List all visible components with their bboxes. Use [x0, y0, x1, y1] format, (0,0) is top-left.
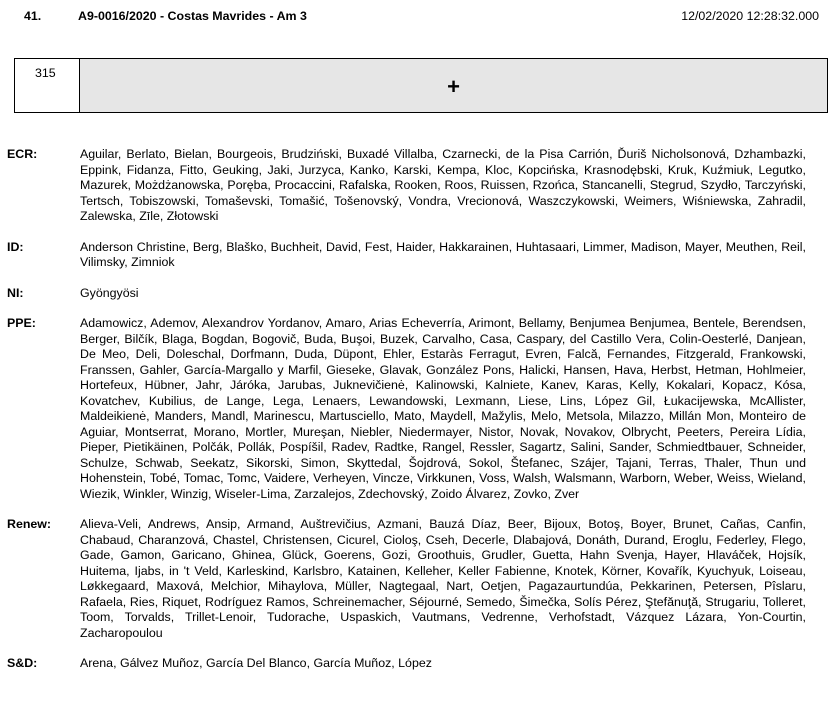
vote-number: 41.	[24, 9, 42, 23]
vote-result-box	[14, 58, 828, 113]
group-members: Gyöngyösi	[80, 285, 139, 300]
group-members: Arena, Gálvez Muñoz, García Del Blanco, García Muñoz, López	[80, 656, 432, 670]
group-members: Alieva-Veli, Andrews, Ansip, Armand, Auštrevičius, Azmani, Bauzá Díaz, Beer, Bijoux, Botoş, Boyer, Brunet, Cañas, Canfin, Chabaud, Charanzová, Chastel, Christensen, Cicurel, Cioloş, Cseh, Decerle, Dlabajová, Donáth, Durand, Eroglu, Federley, Flego, Gade, Gamon, Garicano, Ghinea, Glück, Goerens, Gozi, Groothuis, Grudler, Guetta, Hahn Svenja, Hayer, Hlaváček, Hojsík, Huitema, Ijabs, in 't Veld, Karleskind, Karlsbro, Katainen, Kelleher, Keller Fabienne, Knotek, Körner, Kovařík, Kyuchyuk, Loiseau, Løkkegaard, Maxová, Melchior, Mihaylova, Müller, Nagtegaal, Nart, Oetjen, Pagazaurtundúa, Pekkarinen, Petersen, Pîslaru, Rafaela, Ries, Riquet, Rodríguez Ramos, Schreinemacher, Séjourné, Semedo, Šimečka, Solís Pérez, Ştefănuţă, Strugariu, Tolleret, Toom, Torvalds, Trillet-Lenoir, Tudorache, Uspaskich, Vautmans, Vedrenne, Verhofstadt, Vázquez Lázara, Yon-Courtin, Zacharopoulou	[80, 517, 806, 640]
vote-count: 315	[15, 59, 80, 112]
group-sd	[0, 656, 836, 672]
group-members: Adamowicz, Ademov, Alexandrov Yordanov, Amaro, Arias Echeverría, Arimont, Bellamy, Benjumea Benjumea, Bentele, Berendsen, Berger, Bilčík, Blaga, Bogdan, Bogovič, Buda, Buşoi, Buzek, Carvalho, Casa, Caspary, del Castillo Vera, Colin-Oesterlé, Danjean, De Meo, Deli, Doleschal, Dorfmann, Duda, Düpont, Ehler, Estaràs Ferragut, Evren, Falcă, Fernandes, Fitzgerald, Frankowski, Franssen, Gahler, García-Margallo y Marfil, Gieseke, Glavak, González Pons, Halicki, Hansen, Hava, Herbst, Hetman, Hohlmeier, Hortefeux, Hübner, Jahr, Járóka, Jarubas, Juknevičienė, Kalinowski, Kalniete, Kanev, Karas, Kelly, Kokalari, Kopacz, Kósa, Kovatchev, Kubilius, de Lange, Lega, Lenaers, Lewandowski, Lexmann, Liese, Lins, López Gil, Łukacijewska, McAllister, Maldeikienė, Manders, Mandl, Marinescu, Martusciello, Mato, Maydell, Mažylis, Melo, Metsola, Milazzo, Millán Mon, Monteiro de Aguiar, Montserrat, Morano, Mortler, Mureşan, Niebler, Niedermayer, Nistor, Novak, Novakov, Olbrycht, Peeters, Pereira Lídia, Pieper, Pietikäinen, Polčák, Pollák, Pospíšil, Radev, Radtke, Rangel, Ressler, Sagartz, Salini, Sander, Schmiedtbauer, Schneider, Schulze, Schwab, Seekatz, Sikorski, Simon, Skyttedal, Šojdrová, Sokol, Štefanec, Szájer, Tajani, Terras, Thaler, Thun und Hohenstein, Tobé, Tomac, Tomc, Vaidere, Verheyen, Vincze, Virkkunen, Voss, Walsh, Walsmann, Warborn, Weber, Weiss, Wieland, Wiezik, Winkler, Winzig, Wiseler-Lima, Zarzalejos, Zdechovský, Zoido Álvarez, Zovko, Zver	[80, 316, 806, 501]
vote-datetime: 12/02/2020 12:28:32.000	[681, 9, 819, 23]
group-members: Aguilar, Berlato, Bielan, Bourgeois, Brudziński, Buxadé Villalba, Czarnecki, de la Pisa Carrión, Ďuriš Nicholsonová, Dzhambazki, Eppink, Fidanza, Fitto, Geuking, Jaki, Jurzyca, Kanko, Karski, Kempa, Kloc, Kopcińska, Krasnodębski, Kruk, Kuźmiuk, Legutko, Mazurek, Możdżanowska, Poręba, Procaccini, Rafalska, Rooken, Roos, Ruissen, Rzońca, Stancanelli, Stegrud, Szydło, Tarczyński, Tertsch, Tobiszowski, Tomaševski, Tomašić, Tošenovský, Vondra, Vrecionová, Waszczykowski, Weimers, Wiśniewska, Zahradil, Zalewska, Zīle, Złotowski	[80, 147, 806, 223]
vote-title: A9-0016/2020 - Costas Mavrides - Am 3	[78, 9, 307, 23]
political-groups-list	[0, 147, 836, 687]
group-label: Renew:	[7, 517, 52, 531]
group-label: ID:	[7, 239, 24, 254]
group-renew	[0, 517, 836, 641]
group-label: NI:	[7, 285, 24, 300]
group-ppe	[0, 316, 836, 502]
vote-header	[0, 9, 836, 27]
group-id	[0, 240, 836, 271]
group-label: S&D:	[7, 656, 38, 670]
group-label: PPE:	[7, 316, 36, 330]
group-ni	[0, 286, 836, 302]
group-label: ECR:	[7, 147, 38, 161]
group-ecr	[0, 147, 836, 225]
group-members: Anderson Christine, Berg, Blaško, Buchheit, David, Fest, Haider, Hakkarainen, Huhtasaari, Limmer, Madison, Mayer, Meuthen, Reil, Vilimsky, Zimniok	[80, 239, 806, 269]
vote-result-symbol: +	[80, 59, 827, 112]
